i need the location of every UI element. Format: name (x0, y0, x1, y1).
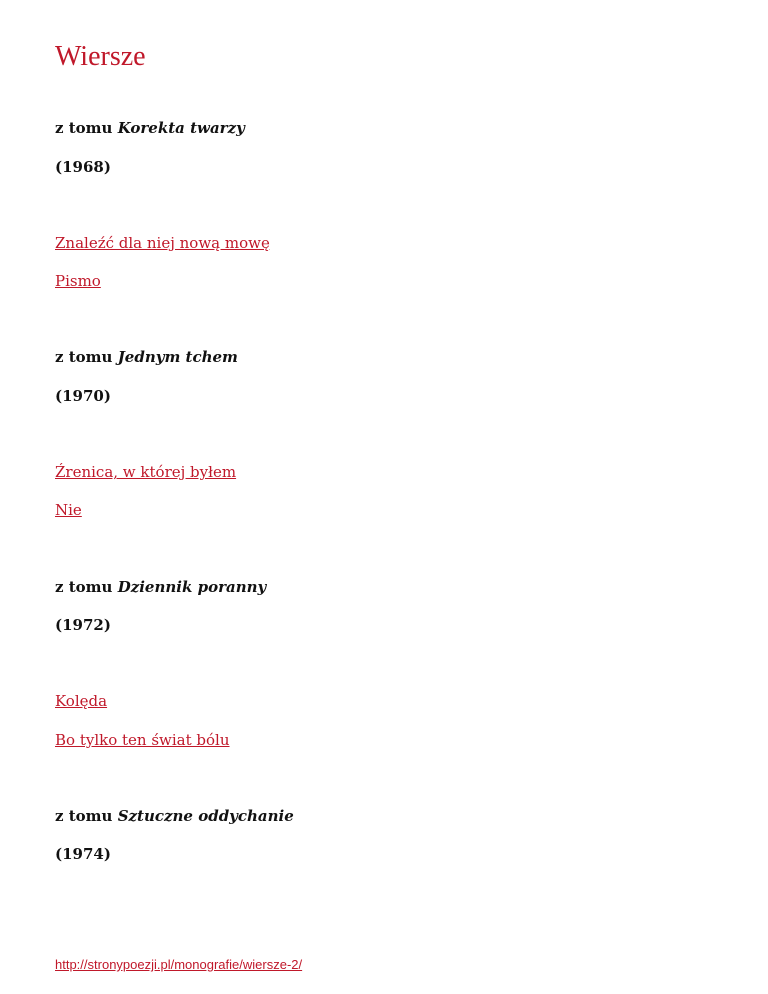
volume-year: (1970) (55, 387, 111, 405)
poem-link[interactable]: Pismo (55, 272, 101, 290)
source-url-link[interactable]: http://stronypoezji.pl/monografie/wiersze-2/ (55, 957, 303, 972)
volume-prefix: z tomu (55, 348, 118, 366)
volume-prefix: z tomu (55, 807, 118, 825)
volume-year: (1968) (55, 158, 111, 176)
volume-heading (55, 347, 238, 367)
volume-heading (55, 118, 245, 138)
poem-list-item (55, 271, 101, 291)
poem-list-item (55, 730, 230, 750)
page-title: Wiersze (55, 41, 146, 72)
poem-link[interactable]: Źrenica, w której byłem (55, 463, 237, 481)
poem-link[interactable]: Znaleźć dla niej nową mowę (55, 234, 270, 252)
volume-year: (1972) (55, 616, 111, 634)
volume-heading (55, 577, 266, 597)
volume-prefix: z tomu (55, 578, 118, 596)
volume-title: Dziennik poranny (117, 578, 267, 596)
volume-year: (1974) (55, 845, 111, 863)
poem-list-item (55, 462, 236, 482)
volume-title: Sztuczne oddychanie (117, 807, 294, 825)
volume-title: Jednym tchem (117, 348, 238, 366)
volume-prefix: z tomu (55, 119, 118, 137)
poem-list-item (55, 691, 107, 711)
poem-link[interactable]: Kolęda (55, 692, 108, 710)
poem-list-item (55, 233, 270, 253)
poem-link[interactable]: Bo tylko ten świat bólu (55, 731, 230, 749)
volume-heading (55, 806, 294, 826)
poem-list-item (55, 500, 82, 520)
poem-link[interactable]: Nie (55, 501, 82, 519)
volume-title: Korekta twarzy (117, 119, 245, 137)
